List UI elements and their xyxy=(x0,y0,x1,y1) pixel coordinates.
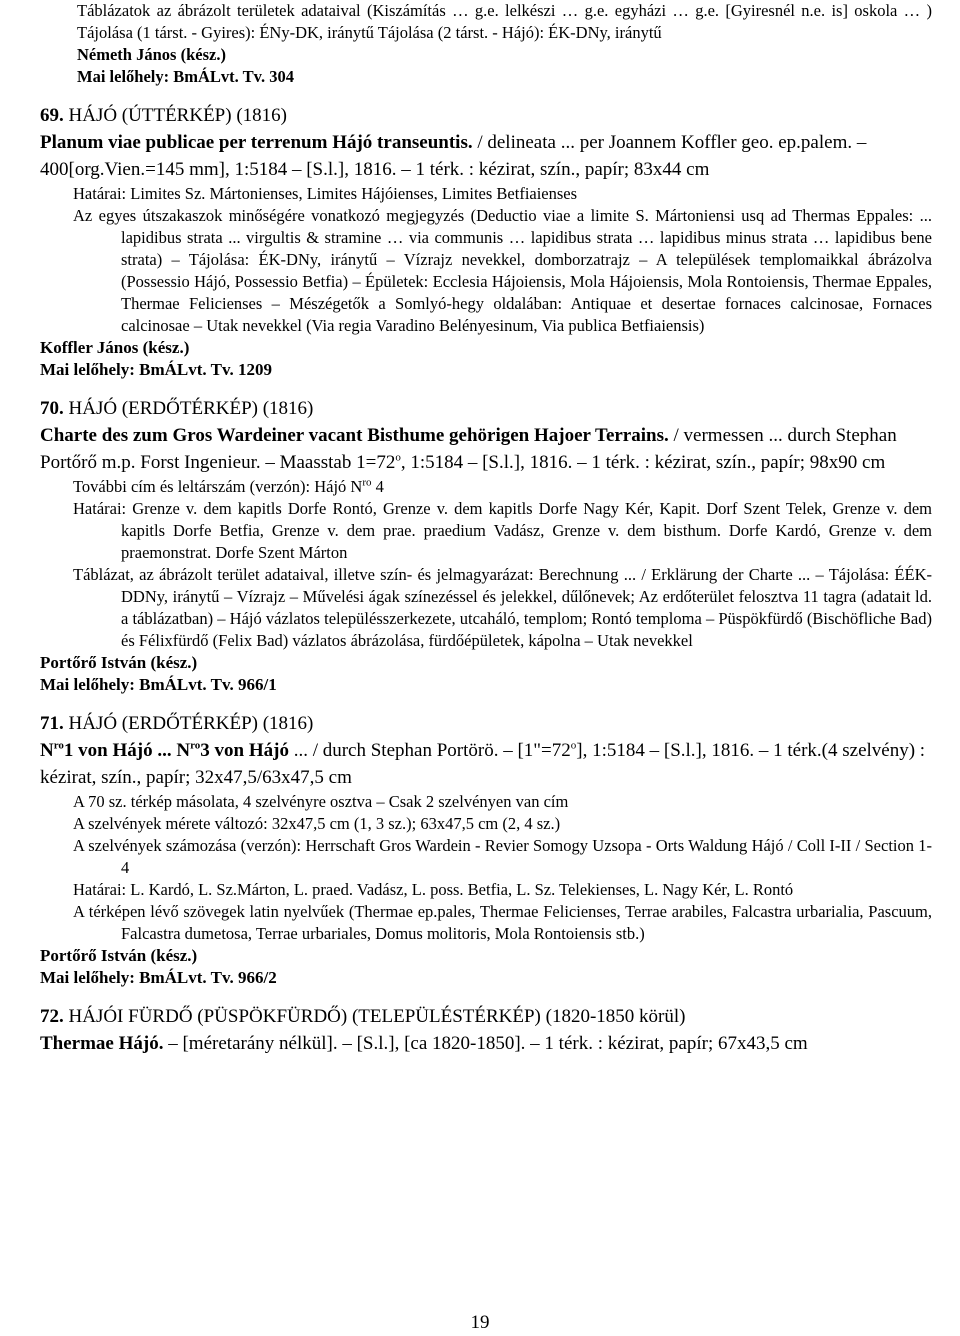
entry-title-rest: / vermessen ... durch Stephan Portőrő m.p. Forst Ingenieur. – Maasstab 1=72 xyxy=(40,425,897,473)
continued-entry xyxy=(40,0,932,88)
entry-heading xyxy=(40,710,932,737)
number-superscript: ro xyxy=(190,739,201,752)
degree-superscript: o xyxy=(570,739,577,752)
entry-title-main: Charte des zum Gros Wardeiner vacant Bisthume gehörigen Hajoer Terrains. xyxy=(40,425,669,446)
entry-title-rest: ], 1:5184 – [S.l.], 1816. – 1 térk.(4 szelvény) : kézirat, szín., papír; 32x47,5/63x47,5 cm xyxy=(40,740,926,788)
entry-detail-line: A szelvények mérete változó: 32x47,5 cm (1, 3 sz.); 63x47,5 cm (2, 4 sz.) xyxy=(73,814,561,833)
entry-detail-line: Határai: Limites Sz. Mártonienses, Limites Hájóienses, Limites Betfiaienses xyxy=(73,184,578,203)
degree-superscript: o xyxy=(395,451,401,464)
entry-number: 71. xyxy=(40,713,64,734)
entry-author: Portőrő István (kész.) xyxy=(40,653,198,672)
number-superscript: ro xyxy=(53,739,64,752)
entry-location: Mai lelőhely: BmÁLvt. Tv. 966/1 xyxy=(40,675,277,694)
continued-author: Németh János (kész.) xyxy=(77,45,226,64)
entry-title xyxy=(40,1030,932,1057)
entry-heading-text: HÁJÓ (ERDŐTÉRKÉP) (1816) xyxy=(68,713,314,734)
entry-detail-line: A térképen lévő szövegek latin nyelvűek (Thermae ep.pales, Thermae Felicienses, Terrae arabiles, Falcastra urbarialia, Pascuum, Falcastra dumetosa, Terrae urbariales, Domus molitoris, Mola Rontoiensis stb.) xyxy=(73,902,932,943)
entry-number: 69. xyxy=(40,105,64,126)
entry-69 xyxy=(40,102,932,381)
entry-heading-text: HÁJÓ (ÚTTÉRKÉP) (1816) xyxy=(68,105,287,126)
detail-text: További cím és leltárszám (verzón): Hájó N xyxy=(73,477,363,496)
page-number: 19 xyxy=(470,1312,490,1333)
entry-title-main: Planum viae publicae per terrenum Hájó transeuntis. xyxy=(40,132,473,153)
entry-title-rest: – [méretarány nélkül]. – [S.l.], [ca 1820-1850]. – 1 térk. : kézirat, papír; 67x43,5 cm xyxy=(163,1033,808,1054)
entry-detail-line: Táblázat, az ábrázolt terület adataival, illetve szín- és jelmagyarázat: Berechnung ... / Erklärung der Charte ... – Tájolása: ÉÉK-DDNy, iránytű – Vízrajz – Művelési ágak színezéssel és jelekkel, dűlőnevek; Az erdőterület felosztva 11 tagra (adatait ld. a táblázatban) – Hájó vázlatos településszerkezete, utcaháló, templom; Rontó temploma – Püspökfürdő (Bischöfliche Bad) és Félixfürdő (Felix Bad) vázlatos ábrázolása, fürdőépületek, kápolna – Utak nevekkel xyxy=(73,565,932,650)
entry-location: Mai lelőhely: BmÁLvt. Tv. 966/2 xyxy=(40,968,277,987)
entry-author: Koffler János (kész.) xyxy=(40,338,190,357)
title-part: 1 von Hájó ... N xyxy=(63,740,191,761)
entry-heading xyxy=(40,102,932,129)
entry-author: Portőrő István (kész.) xyxy=(40,946,198,965)
entry-details xyxy=(40,183,932,337)
entry-detail-line: A 70 sz. térkép másolata, 4 szelvényre osztva – Csak 2 szelvényen van cím xyxy=(73,792,569,811)
entry-72 xyxy=(40,1003,932,1057)
entry-title xyxy=(40,737,932,791)
entry-title-rest: , 1:5184 – [S.l.], 1816. – 1 térk. : kézirat, szín., papír; 98x90 cm xyxy=(400,452,886,473)
title-part: 3 von Hájó xyxy=(200,740,289,761)
entry-71 xyxy=(40,710,932,989)
detail-text: 4 xyxy=(371,477,384,496)
entry-title-rest: / delineata ... per Joannem Koffler geo. ep.palem. – 400[org.Vien.=145 mm], 1:5184 – [S.l.], 1816. – 1 térk. : kézirat, szín., papír; 83x44 cm xyxy=(40,132,867,180)
entry-heading xyxy=(40,395,932,422)
entry-title xyxy=(40,422,932,476)
continued-detail: Táblázatok az ábrázolt területek adataival (Kiszámítás … g.e. lelkészi … g.e. egyházi … g.e. [Gyiresnél n.e. is] oskola … ) Tájolása (1 társt. - Gyires): ÉNy-DK, iránytű Tájolása (2 társt. - Hájó): ÉK-DNy, iránytű xyxy=(77,1,932,42)
entry-detail-line: A szelvények számozása (verzón): Herrschaft Gros Wardein - Revier Somogy Uzsopa - Orts Waldung Hájó / Coll I-II / Section 1-4 xyxy=(73,836,932,877)
entry-detail-line: Határai: L. Kardó, L. Sz.Márton, L. praed. Vadász, L. poss. Betfia, L. Sz. Telekienses, L. Nagy Kér, L. Rontó xyxy=(73,880,794,899)
entry-detail-line: Az egyes útszakaszok minőségére vonatkozó megjegyzés (Deductio viae a limite S. Mártoniensi usq ad Thermas Eppales: ... lapidibus strata ... virgultis & stramine … via communis … lapidibus strata … lapidibus minus strata … lapidibus bene strata) – Tájolása: ÉK-DNy, iránytű – Vízrajz nevekkel, domborzatrajz – A települések templomaikkal ábrázolva (Possessio Hájó, Possessio Betfia) – Épületek: Ecclesia Hájoiensis, Mola Hájoiensis, Mola Rontoiensis, Thermae Eppales, Thermae Felicienses – Mészégetők a Somlyó-hegy oldalában: Antiquae et desertae fornaces calcinosae, Fornaces calcinosae – Utak nevekkel (Via regia Varadino Belényesinum, Via publica Betfiaiensis) xyxy=(73,206,932,335)
entry-title-main: Thermae Hájó. xyxy=(40,1033,164,1054)
entry-details xyxy=(40,476,932,652)
number-superscript: ro xyxy=(362,476,372,489)
entry-location: Mai lelőhely: BmÁLvt. Tv. 1209 xyxy=(40,360,273,379)
entry-title-main xyxy=(40,740,289,761)
entry-number: 72. xyxy=(40,1006,64,1027)
title-part: N xyxy=(40,740,54,761)
entry-heading-text: HÁJÓI FÜRDŐ (PÜSPÖKFÜRDŐ) (TELEPÜLÉSTÉRKÉP) (1820-1850 körül) xyxy=(68,1006,686,1027)
entry-details xyxy=(40,791,932,945)
entry-detail-line: Határai: Grenze v. dem kapitls Dorfe Rontó, Grenze v. dem kapitls Dorfe Nagy Kér, Kapit. Dorf Szent Telek, Grenze v. dem kapitls Dorfe Betfia, Grenze v. dem prae. praedium Vadász, Grenze v. dem bisthum. Dorfe Kardó, Grenze v. dem praemonstrat. Dorfe Szent Márton xyxy=(73,499,932,562)
entry-heading xyxy=(40,1003,932,1030)
entry-number: 70. xyxy=(40,398,64,419)
entry-title-rest: ... / durch Stephan Portörö. – [1"=72 xyxy=(293,740,571,761)
entry-detail-line xyxy=(73,476,932,498)
entry-70 xyxy=(40,395,932,696)
continued-location: Mai lelőhely: BmÁLvt. Tv. 304 xyxy=(77,67,294,86)
entry-heading-text: HÁJÓ (ERDŐTÉRKÉP) (1816) xyxy=(68,398,314,419)
entry-title xyxy=(40,129,932,183)
